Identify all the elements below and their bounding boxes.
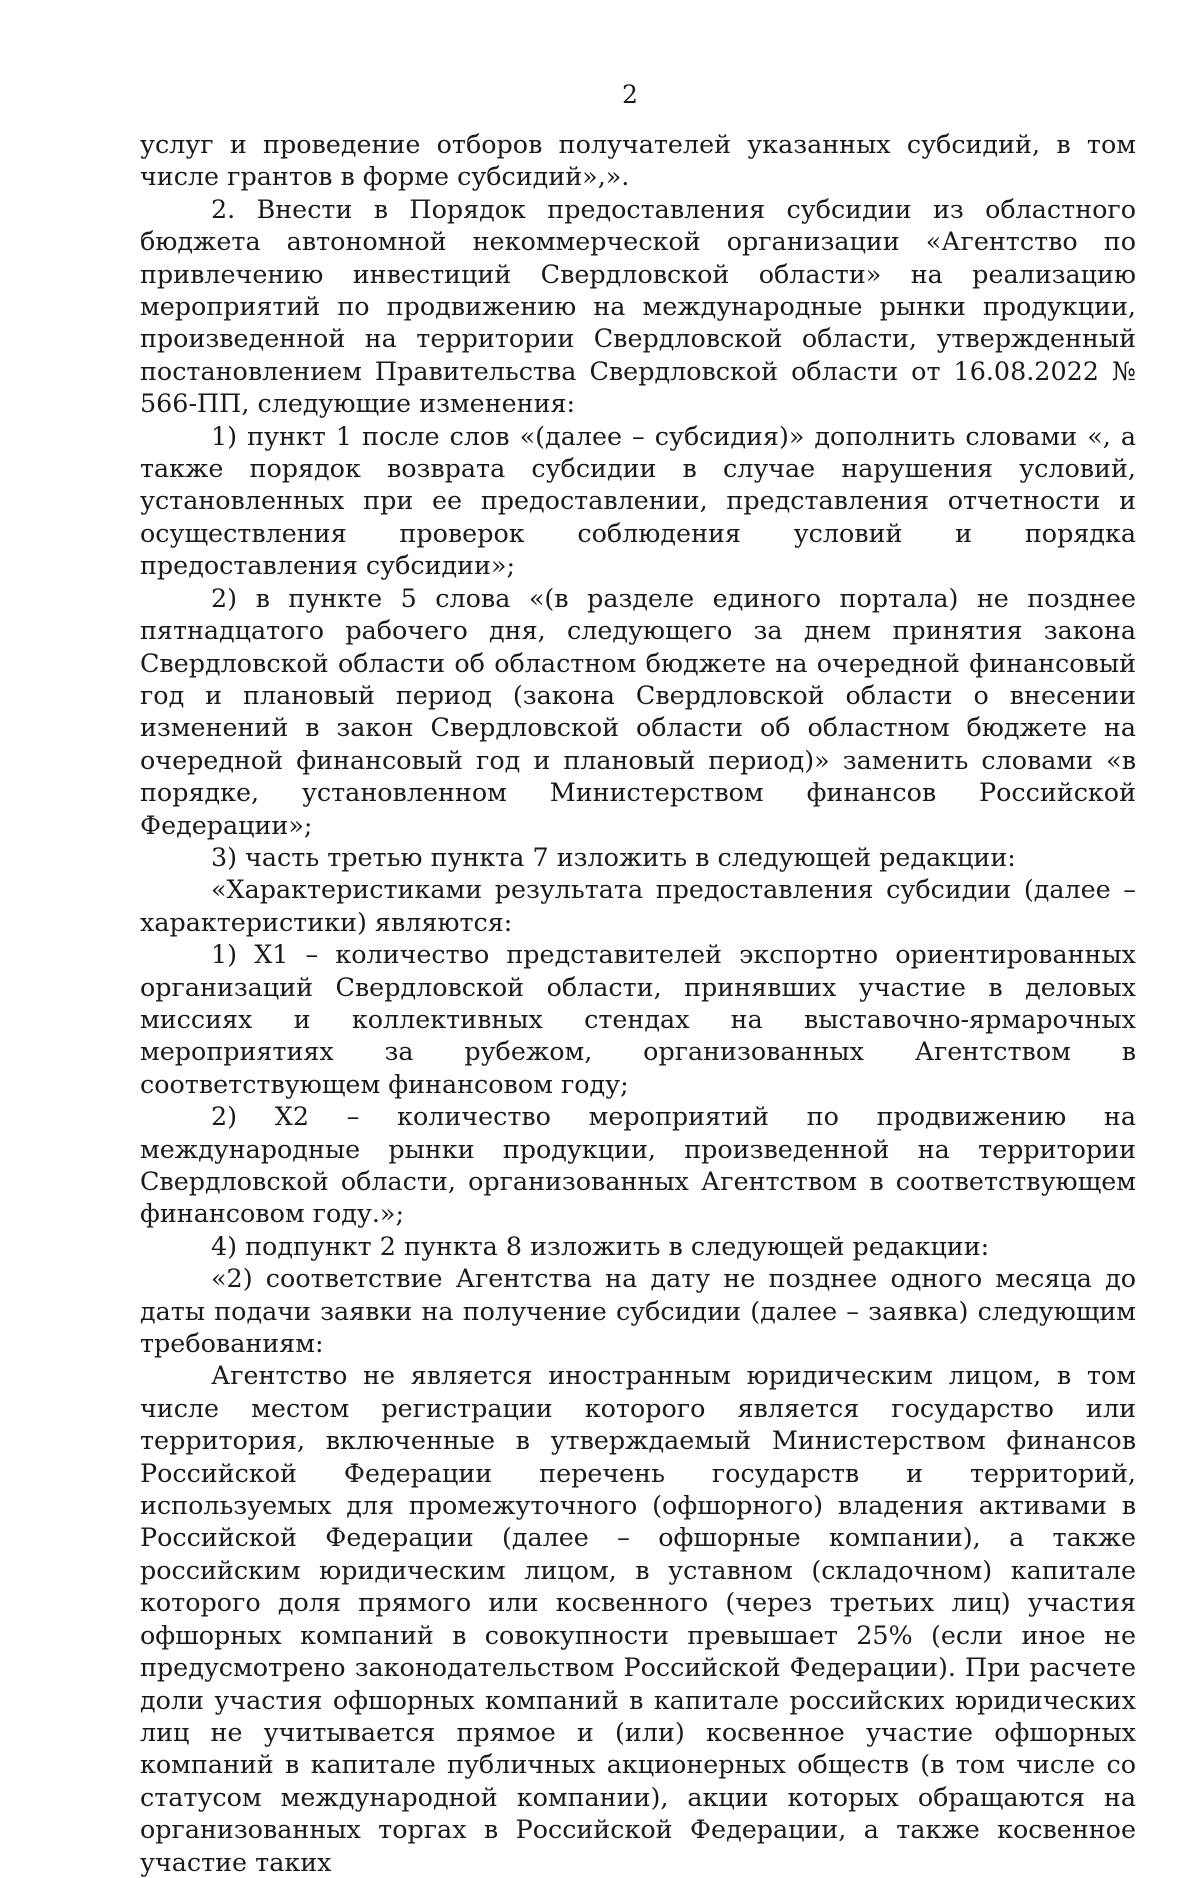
paragraph-agency: Агентство не является иностранным юридическим лицом, в том числе местом регистрации которого является государство или территория, включенные в утверждаемый Министерством финансов Российской Федерации перечень государств и территорий, используемых для промежуточного (офшорного) владения активами в Российской Федерации (далее – офшорные компании), а также российским юридическим лицом, в уставном (складочном) капитале которого доля прямого или косвенного (через третьих лиц) участия офшорных компаний в совокупности превышает 25% (если иное не предусмотрено законодательством Российской Федерации). При расчете доли участия офшорных компаний в капитале российских юридических лиц не учитывается прямое и (или) косвенное участие офшорных компаний в капитале публичных акционерных обществ (в том числе со статусом международной компании), акции которых обращаются на организованных торгах в Российской Федерации, а также косвенное участие таких [140,1360,1136,1877]
paragraph-x2: 2) X2 – количество мероприятий по продвижению на международные рынки продукции, произведенной на территории Свердловской области, организованных Агентством в соответствующем финансовом году.»; [140,1101,1136,1229]
paragraph-item-2: 2. Внести в Порядок предоставления субсидии из областного бюджета автономной некоммерческой организации «Агентство по привлечению инвестиций Свердловской области» на реализацию мероприятий по продвижению на международные рынки продукции, произведенной на территории Свердловской области, утвержденный постановлением Правительства Свердловской области от 16.08.2022 № 566-ПП, следующие изменения: [140,193,1136,419]
paragraph-subitem-1: 1) пункт 1 после слов «(далее – субсидия)» дополнить словами «, а также порядок возврата субсидии в случае нарушения условий, установленных при ее предоставлении, представления отчетности и осуществления проверок соблюдения условий и порядка предоставления субсидии»; [140,420,1136,581]
paragraph-quote-start: «Характеристиками результата предоставления субсидии (далее – характеристики) являются: [140,874,1136,937]
paragraph-subitem-4: 4) подпункт 2 пункта 8 изложить в следующей редакции: [211,1230,990,1261]
paragraph-subitem-2: 2) в пункте 5 слова «(в разделе единого портала) не позднее пятнадцатого рабочего дня, следующего за днем принятия закона Свердловской области об областном бюджете на очередной финансовый год и плановый период (закона Свердловской области о внесении изменений в закон Свердловской области об областном бюджете на очередной финансовый год и плановый период)» заменить словами «в порядке, установленном Министерством финансов Российской Федерации»; [140,582,1136,840]
document-body [140,128,1136,1878]
paragraph-quote-2: «2) соответствие Агентства на дату не позднее одного месяца до даты подачи заявки на получение субсидии (далее – заявка) следующим требованиям: [140,1263,1136,1359]
page-number: 2 [622,80,638,109]
paragraph-subitem-3: 3) часть третью пункта 7 изложить в следующей редакции: [211,841,1016,872]
paragraph-x1: 1) X1 – количество представителей экспортно ориентированных организаций Свердловской области, принявших участие в деловых миссиях и коллективных стендах на выставочно-ярмарочных мероприятиях за рубежом, организованных Агентством в соответствующем финансовом году; [140,939,1136,1099]
paragraph-continuation: услуг и проведение отборов получателей указанных субсидий, в том числе грантов в форме субсидий»,». [140,129,1136,192]
